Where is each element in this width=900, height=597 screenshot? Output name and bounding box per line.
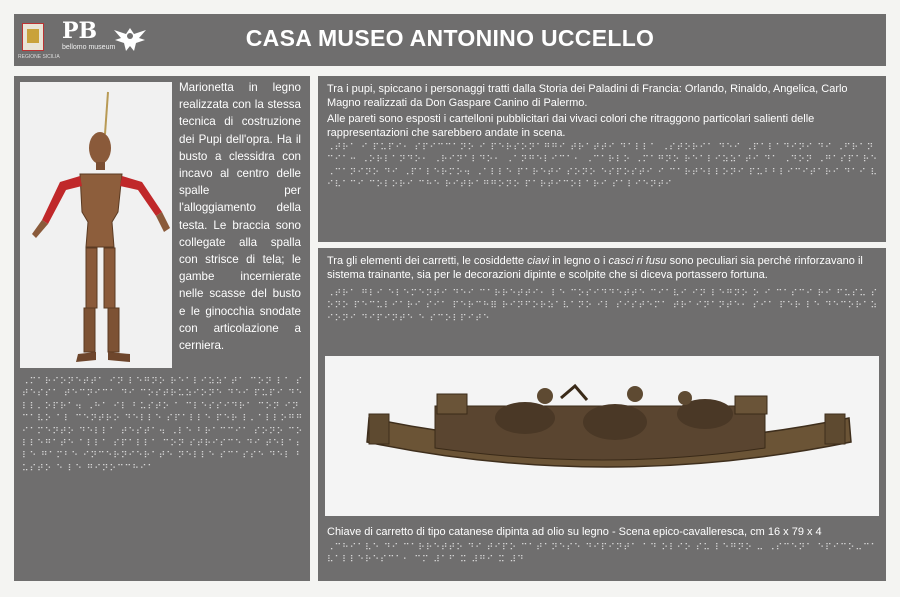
carretti-panel	[318, 248, 886, 581]
left-panel	[14, 76, 310, 581]
pupi-paragraph: Tra i pupi, spiccano i personaggi tratti dalla Storia dei Paladini di Francia: Orlando, Rinaldo, Angelica, Carlo Magno realizzati da Don Gaspare Canino di Palermo.	[327, 83, 848, 109]
braille-caption: ⠠⠉⠓⠊⠁⠧⠑ ⠙⠊ ⠉⠁⠗⠗⠑⠞⠞⠕ ⠙⠊ ⠞⠊⠏⠕ ⠉⠁⠞⠁⠝⠑⠎⠑ ⠙⠊⠏⠊⠝⠞⠁ ⠁⠙ ⠕⠇⠊⠕ ⠎⠥ ⠇⠑⠛⠝⠕ ⠤ ⠠⠎⠉⠑⠝⠁ ⠑⠏⠊⠉⠕⠤⠉⠁⠧⠁⠇⠇⠑⠗⠑⠎⠉⠁⠂ ⠉⠍ ⠼⠁⠋ ⠭ ⠼⠛⠊ ⠭ ⠼⠙	[327, 543, 879, 566]
marionette-description: Marionetta in legno realizzata con la stessa tecnica di costruzione dei Pupi dell'opra. Ha il busto a clessidra con incavo al centro delle spalle per l'alloggiamento della testa. Le braccia sono collegate alla spalla con strisce di tela; le gambe incernierate nelle scasse del busto e le ginocchia snodate con articolazione a cerniera.	[179, 81, 301, 353]
carretti-paragraph: Tra gli elementi dei carretti, le cosiddette ciavi in legno o i casci ri fusu sono peculiari sia perché rinforzavano il sistema trainante, sia per le decorazioni dipinte e scolpite che si diceva portassero fortuna.	[327, 255, 863, 281]
bellomo-logo: PB	[62, 18, 98, 44]
logo2-caption: bellomo museum	[62, 44, 116, 51]
chiave-carretto-image	[325, 356, 879, 516]
header-bar	[14, 14, 886, 66]
page-title: CASA MUSEO ANTONINO UCCELLO	[245, 25, 655, 51]
braille-carretti: ⠠⠞⠗⠁ ⠛⠇⠊ ⠑⠇⠑⠍⠑⠝⠞⠊ ⠙⠑⠊ ⠉⠁⠗⠗⠑⠞⠞⠊⠂ ⠇⠑ ⠉⠕⠎⠊⠙⠙⠑⠞⠞⠑ ⠉⠊⠁⠧⠊ ⠊⠝ ⠇⠑⠛⠝⠕ ⠕ ⠊ ⠉⠁⠎⠉⠊ ⠗⠊ ⠋⠥⠎⠥ ⠎⠕⠝⠕ ⠏⠑⠉⠥⠇⠊⠁⠗⠊ ⠎⠊⠁ ⠏⠑⠗⠉⠓⠿ ⠗⠊⠝⠋⠕⠗⠵⠁⠧⠁⠝⠕ ⠊⠇ ⠎⠊⠎⠞⠑⠍⠁ ⠞⠗⠁⠊⠝⠁⠝⠞⠑⠂ ⠎⠊⠁ ⠏⠑⠗ ⠇⠑ ⠙⠑⠉⠕⠗⠁⠵⠊⠕⠝⠊ ⠙⠊⠏⠊⠝⠞⠑ ⠑ ⠎⠉⠕⠇⠏⠊⠞⠑	[327, 289, 879, 324]
marionette-figure	[20, 82, 172, 368]
braille-left: ⠠⠍⠁⠗⠊⠕⠝⠑⠞⠞⠁ ⠊⠝ ⠇⠑⠛⠝⠕ ⠗⠑⠁⠇⠊⠵⠵⠁⠞⠁ ⠉⠕⠝ ⠇⠁ ⠎⠞⠑⠎⠎⠁ ⠞⠑⠉⠝⠊⠉⠁ ⠙⠊ ⠉⠕⠎⠞⠗⠥⠵⠊⠕⠝⠑ ⠙⠑⠊ ⠏⠥⠏⠊ ⠙⠑⠇⠇⠄⠕⠏⠗⠁⠲ ⠠⠓⠁ ⠊⠇ ⠃⠥⠎⠞⠕ ⠁ ⠉⠇⠑⠎⠎⠊⠙⠗⠁ ⠉⠕⠝ ⠊⠝⠉⠁⠧⠕ ⠁⠇ ⠉⠑⠝⠞⠗⠕ ⠙⠑⠇⠇⠑ ⠎⠏⠁⠇⠇⠑ ⠏⠑⠗ ⠇⠄⠁⠇⠇⠕⠛⠛⠊⠁⠍⠑⠝⠞⠕ ⠙⠑⠇⠇⠁ ⠞⠑⠎⠞⠁⠲ ⠠⠇⠑ ⠃⠗⠁⠉⠉⠊⠁ ⠎⠕⠝⠕ ⠉⠕⠇⠇⠑⠛⠁⠞⠑ ⠁⠇⠇⠁ ⠎⠏⠁⠇⠇⠁ ⠉⠕⠝ ⠎⠞⠗⠊⠎⠉⠑ ⠙⠊ ⠞⠑⠇⠁⠆ ⠇⠑ ⠛⠁⠍⠃⠑ ⠊⠝⠉⠑⠗⠝⠊⠑⠗⠁⠞⠑ ⠝⠑⠇⠇⠑ ⠎⠉⠁⠎⠎⠑ ⠙⠑⠇ ⠃⠥⠎⠞⠕ ⠑ ⠇⠑ ⠛⠊⠝⠕⠉⠉⠓⠊⠁	[22, 377, 308, 474]
logo1-caption: REGIONE SICILIA	[18, 54, 60, 60]
braille-pupi: ⠠⠞⠗⠁ ⠊ ⠏⠥⠏⠊⠂ ⠎⠏⠊⠉⠉⠁⠝⠕ ⠊ ⠏⠑⠗⠎⠕⠝⠁⠛⠛⠊ ⠞⠗⠁⠞⠞⠊ ⠙⠁⠇⠇⠁ ⠠⠎⠞⠕⠗⠊⠁ ⠙⠑⠊ ⠠⠏⠁⠇⠁⠙⠊⠝⠊ ⠙⠊ ⠠⠋⠗⠁⠝⠉⠊⠁⠒ ⠠⠕⠗⠇⠁⠝⠙⠕⠂ ⠠⠗⠊⠝⠁⠇⠙⠕⠂ ⠠⠁⠝⠛⠑⠇⠊⠉⠁⠂ ⠠⠉⠁⠗⠇⠕ ⠠⠍⠁⠛⠝⠕ ⠗⠑⠁⠇⠊⠵⠵⠁⠞⠊ ⠙⠁ ⠠⠙⠕⠝ ⠠⠛⠁⠎⠏⠁⠗⠑ ⠠⠉⠁⠝⠊⠝⠕ ⠙⠊ ⠠⠏⠁⠇⠑⠗⠍⠕⠲ ⠠⠁⠇⠇⠑ ⠏⠁⠗⠑⠞⠊ ⠎⠕⠝⠕ ⠑⠎⠏⠕⠎⠞⠊ ⠊ ⠉⠁⠗⠞⠑⠇⠇⠕⠝⠊ ⠏⠥⠃⠃⠇⠊⠉⠊⠞⠁⠗⠊ ⠙⠁⠊ ⠧⠊⠧⠁⠉⠊ ⠉⠕⠇⠕⠗⠊ ⠉⠓⠑ ⠗⠊⠞⠗⠁⠛⠛⠕⠝⠕ ⠏⠁⠗⠞⠊⠉⠕⠇⠁⠗⠊ ⠎⠁⠇⠊⠑⠝⠞⠊	[327, 143, 882, 191]
chiave-caption: Chiave di carretto di tipo catanese dipinta ad olio su legno - Scena epico-cavalleresca, cm 16 x 79 x 4	[327, 526, 822, 538]
cartelloni-paragraph: Alle pareti sono esposti i cartelloni pubblicitari dai vivaci colori che ritraggono particolari salienti delle rappresentazioni che sarebbero andate in scena.	[327, 113, 815, 139]
marionette-image	[20, 82, 172, 368]
pupi-panel	[318, 76, 886, 242]
carved-key-figure	[325, 356, 879, 516]
